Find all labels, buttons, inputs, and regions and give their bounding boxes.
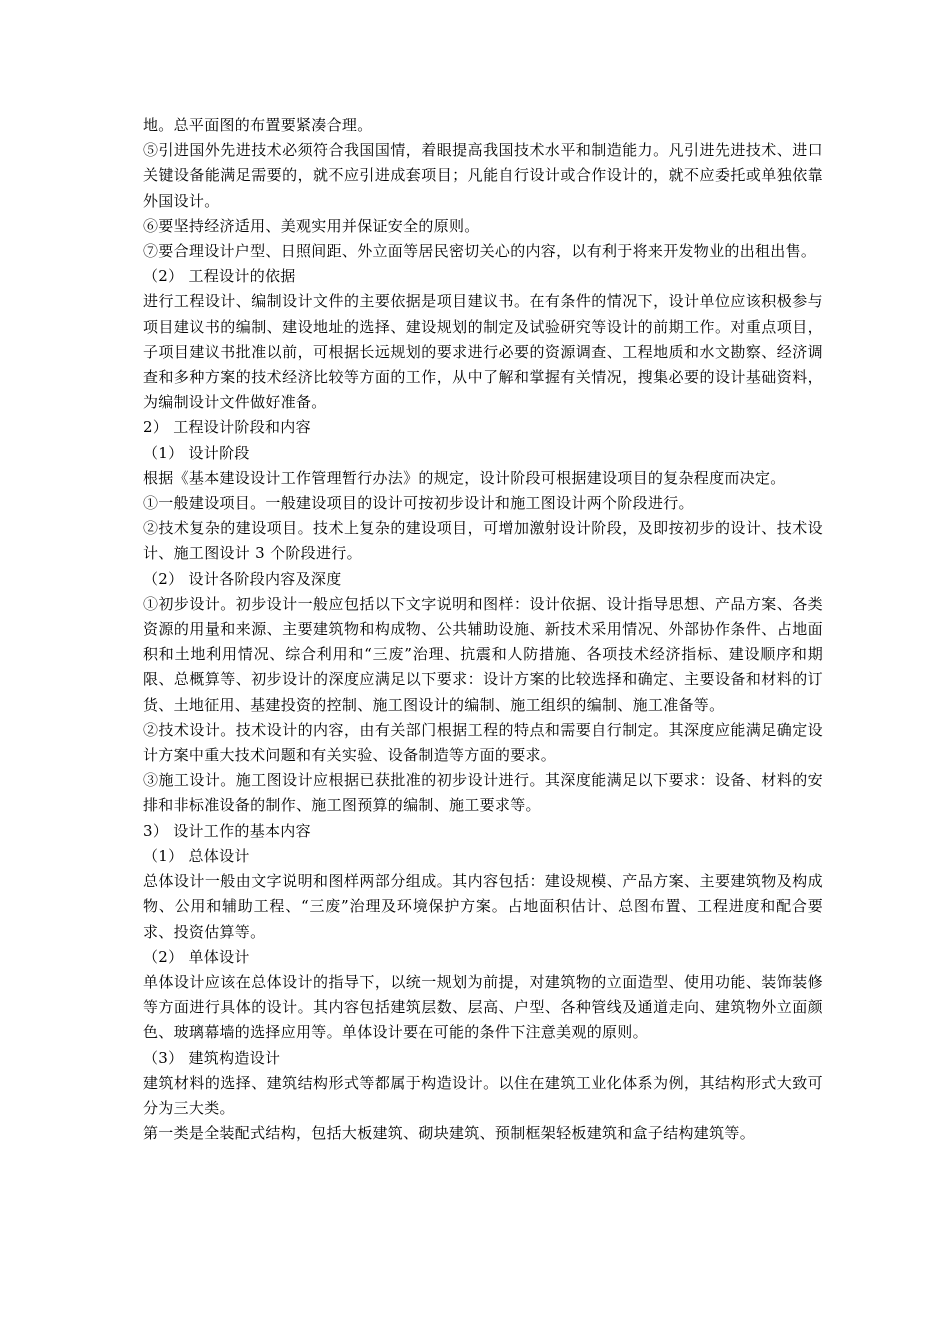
paragraph-design-phase: 根据《基本建设设计工作管理暂行办法》的规定，设计阶段可根据建设项目的复杂程度而决定。 — [143, 468, 786, 487]
paragraph-construction-design: 建筑材料的选择、建筑结构形式等都属于构造设计。以住在建筑工业化体系为例，其结构形式大致可分为三大类。 — [143, 1073, 823, 1117]
heading-design-stages: 2） 工程设计阶段和内容 — [143, 418, 311, 437]
list-item-7: ⑦要合理设计户型、日照间距、外立面等居民密切关心的内容，以有利于将来开发物业的出租出售。 — [143, 242, 817, 261]
paragraph-continuation: 地。总平面图的布置要紧凑合理。 — [143, 116, 373, 134]
list-item-technical-design: ②技术设计。技术设计的内容，由有关部门根据工程的特点和需要自行制定。其深度应能满足确定设计方案中重大技术问题和有关实验、设备制造等方面的要求。 — [143, 720, 823, 765]
paragraph-first-category: 第一类是全装配式结构，包括大板建筑、砌块建筑、预制框架轻板建筑和盒子结构建筑等。 — [143, 1124, 756, 1143]
paragraph-overall-design: 总体设计一般由文字说明和图样两部分组成。其内容包括：建设规模、产品方案、主要建筑物及构成物、公用和辅助工程、“三废”治理及环境保护方案。占地面积估计、总图布置、工程进度和配合要求、投资估算等。 — [143, 872, 823, 941]
subheading-construction-design: （3） 建筑构造设计 — [143, 1048, 281, 1067]
list-item-construction-design: ③施工设计。施工图设计应根据已获批准的初步设计进行。其深度能满足以下要求：设备、材料的安排和非标准设备的制作、施工图预算的编制、施工要求等。 — [143, 771, 823, 815]
heading-basic-content: 3） 设计工作的基本内容 — [143, 821, 311, 840]
document-body — [143, 113, 823, 1146]
paragraph-unit-design: 单体设计应该在总体设计的指导下，以统一规划为前提，对建筑物的立面造型、使用功能、装饰装修等方面进行具体的设计。其内容包括建筑层数、层高、户型、各种管线及通道走向、建筑物外立面颜色、玻璃幕墙的选择应用等。单体设计要在可能的条件下注意美观的原则。 — [143, 972, 823, 1042]
list-item-2: ②技术复杂的建设项目。技术上复杂的建设项目，可增加激射设计阶段，及即按初步的设计、技术设计、施工图设计 3 个阶段进行。 — [143, 519, 823, 563]
list-item-5: ⑤引进国外先进技术必须符合我国国情，着眼提高我国技术水平和制造能力。凡引进先进技术、进口关键设备能满足需要的，就不应引进成套项目；凡能自行设计或合作设计的，就不应委托或单独依靠外国设计。 — [143, 141, 823, 210]
subheading-stage-content: （2） 设计各阶段内容及深度 — [143, 569, 342, 588]
subheading-design-phase: （1） 设计阶段 — [143, 443, 250, 462]
paragraph-design-basis: 进行工程设计、编制设计文件的主要依据是项目建议书。在有条件的情况下，设计单位应该积极参与项目建议书的编制、建设地址的选择、建设规划的制定及试验研究等设计的前期工作。对重点项目，子项目建议书批准以前，可根据长远规划的要求进行必要的资源调查、工程地质和水文勘察、经济调查和多种方案的技术经济比较等方面的工作，从中了解和掌握有关情况，搜集必要的设计基础资料，为编制设计文件做好准备。 — [143, 292, 823, 412]
subheading-unit-design: （2） 单体设计 — [143, 947, 250, 966]
list-item-1: ①一般建设项目。一般建设项目的设计可按初步设计和施工图设计两个阶段进行。 — [143, 494, 694, 513]
list-item-6: ⑥要坚持经济适用、美观实用并保证安全的原则。 — [143, 216, 480, 235]
subheading-design-basis: （2） 工程设计的依据 — [143, 267, 296, 286]
subheading-overall-design: （1） 总体设计 — [143, 846, 250, 865]
list-item-preliminary-design: ①初步设计。初步设计一般应包括以下文字说明和图样：设计依据、设计指导思想、产品方案、各类资源的用量和来源、主要建筑物和构成物、公共辅助设施、新技术采用情况、外部协作条件、占地面积和土地利用情况、综合利用和“三废”治理、抗震和人防措施、各项技术经济指标、建设顺序和期限、总概算等、初步设计的深度应满足以下要求：设计方案的比较选择和确定、主要设备和材料的订货、土地征用、基建投资的控制、施工图设计的编制、施工组织的编制、施工准备等。 — [143, 594, 823, 714]
